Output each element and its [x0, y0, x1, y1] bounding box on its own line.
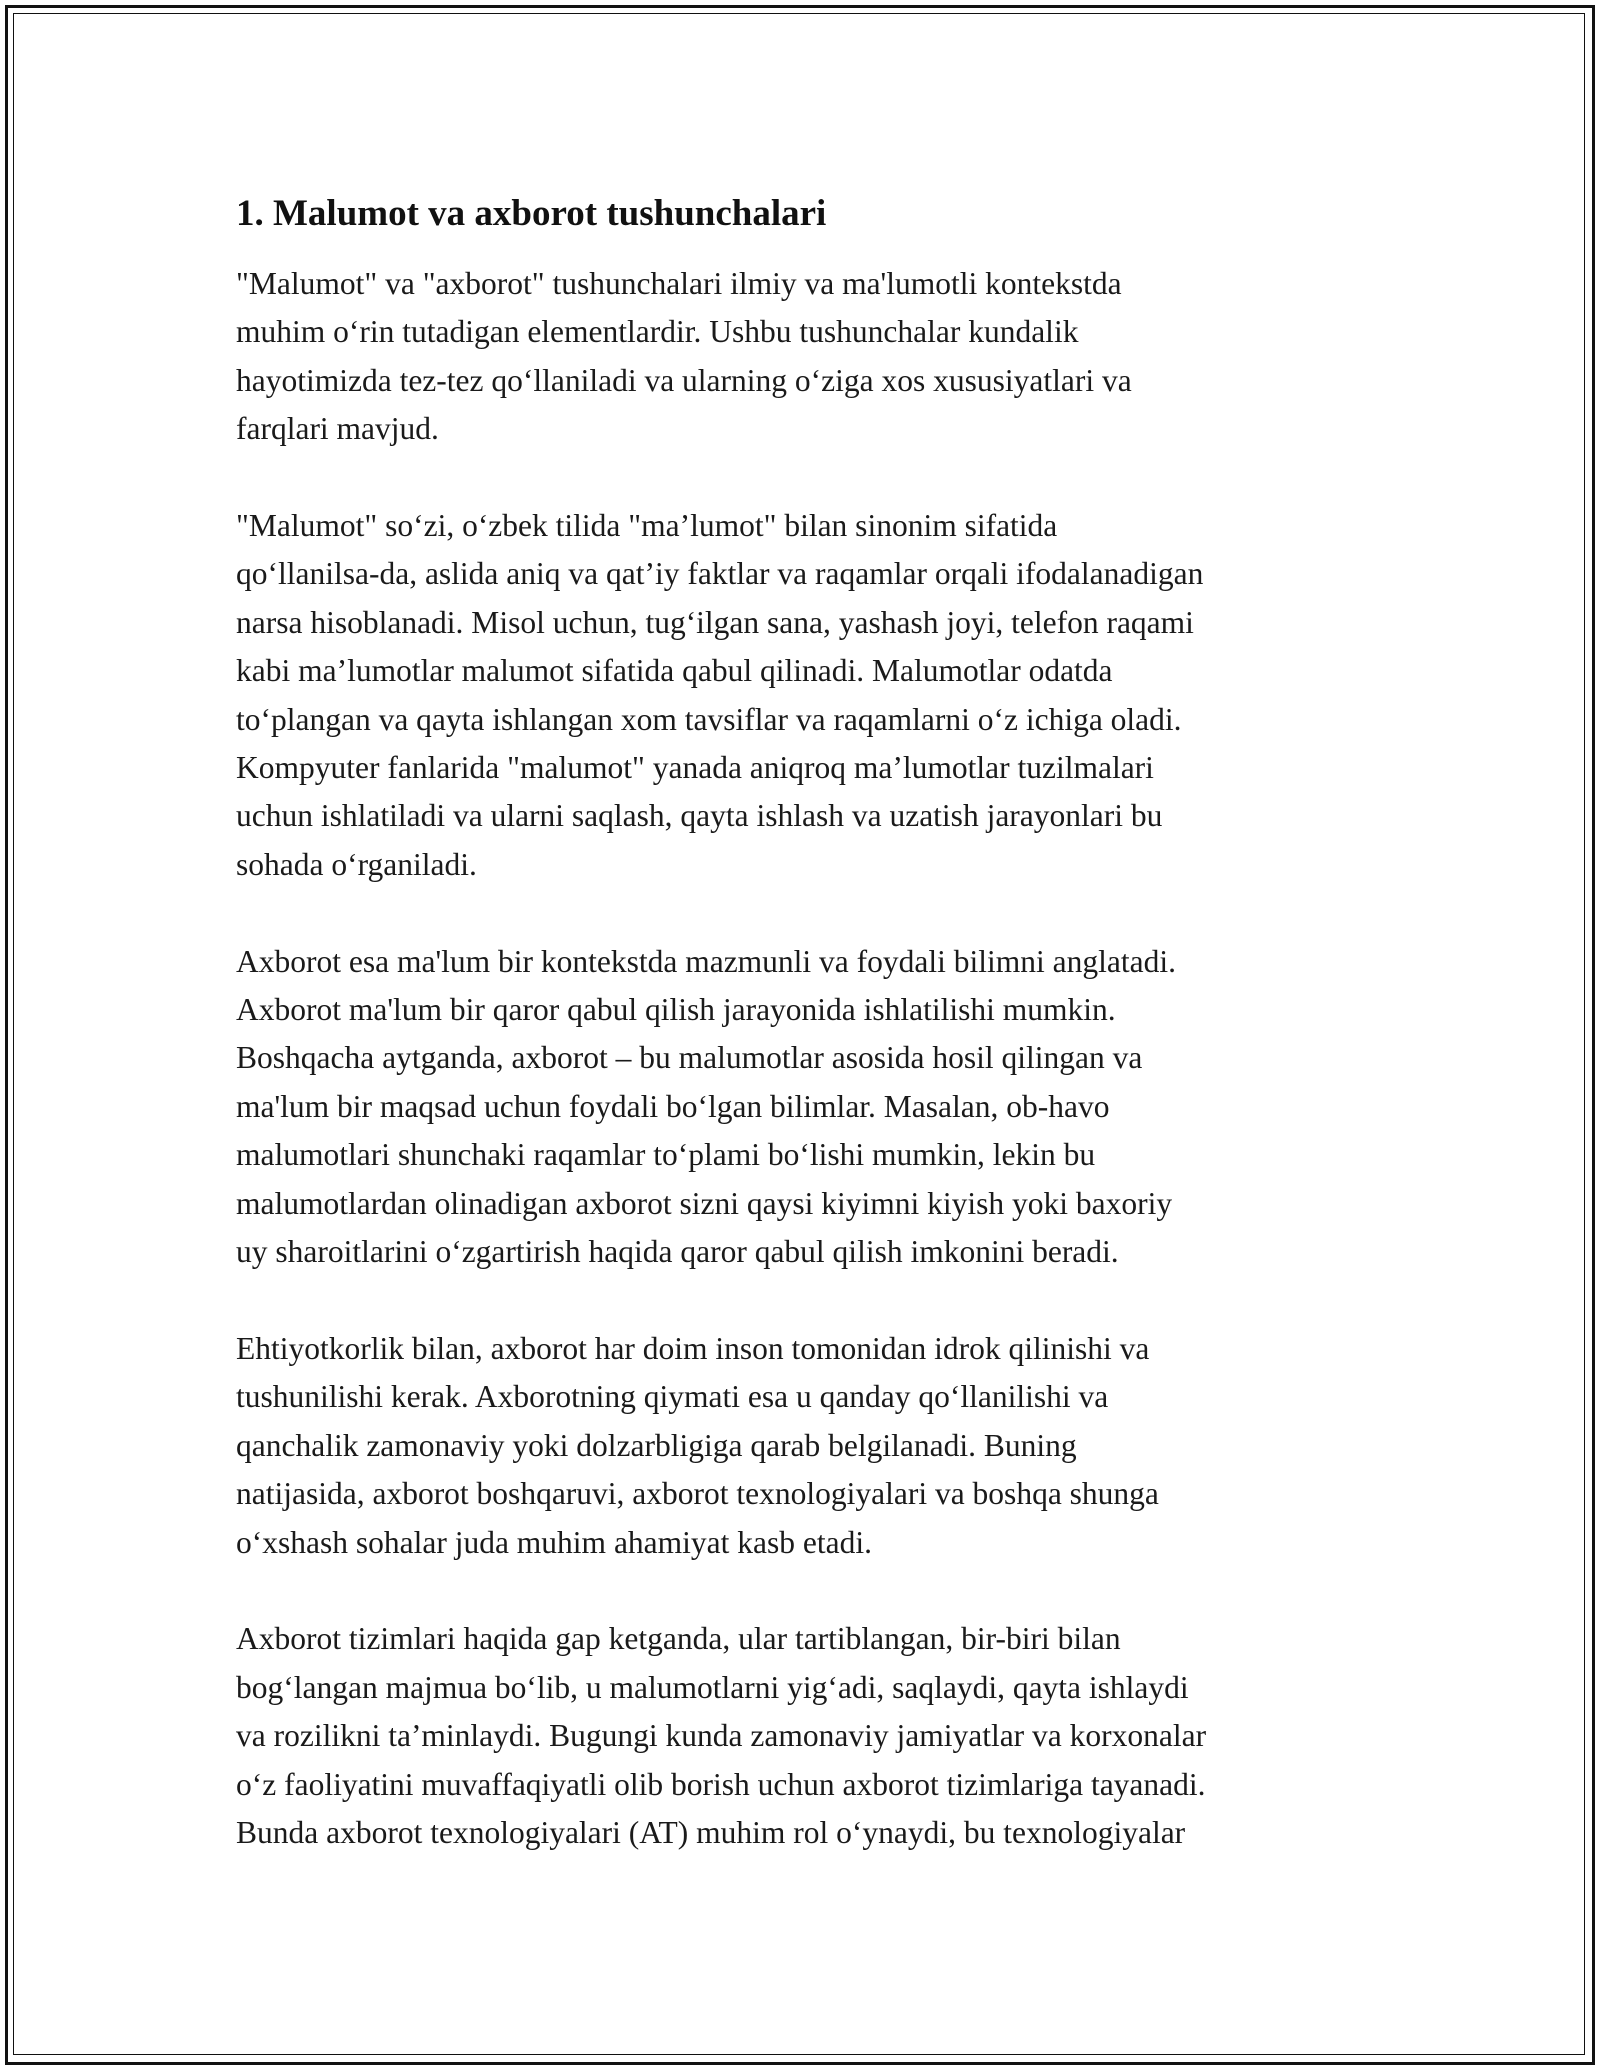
- paragraph-line: qanchalik zamonaviy yoki dolzarbligiga qarab belgilanadi. Buning: [236, 1427, 1077, 1463]
- section-heading: 1. Malumot va axborot tushunchalari: [236, 193, 827, 234]
- paragraph-5: [236, 1615, 1386, 1857]
- paragraph-line: Kompyuter fanlarida "malumot" yanada aniqroq ma’lumotlar tuzilmalari: [236, 750, 1154, 786]
- paragraph-line: Axborot ma'lum bir qaror qabul qilish jarayonida ishlatilishi mumkin.: [236, 992, 1116, 1028]
- paragraph-line: natijasida, axborot boshqaruvi, axborot texnologiyalari va boshqa shunga: [236, 1476, 1159, 1512]
- paragraph-line: kabi ma’lumotlar malumot sifatida qabul qilinadi. Malumotlar odatda: [236, 653, 1113, 689]
- paragraph-line: Bunda axborot texnologiyalari (AT) muhim rol oʻynaydi, bu texnologiyalar: [236, 1814, 1186, 1850]
- paragraph-line: "Malumot" va "axborot" tushunchalari ilmiy va ma'lumotli kontekstda: [236, 266, 1122, 301]
- paragraph-line: oʻxshash sohalar juda muhim ahamiyat kasb etadi.: [236, 1524, 872, 1560]
- paragraph-line: hayotimizda tez-tez qoʻllaniladi va ularning oʻziga xos xususiyatlari va: [236, 362, 1132, 398]
- paragraph-4: [236, 1325, 1386, 1567]
- paragraph-line: oʻz faoliyatini muvaffaqiyatli olib borish uchun axborot tizimlariga tayanadi.: [236, 1766, 1206, 1802]
- document-body: [236, 190, 1386, 1906]
- paragraph-line: Ehtiyotkorlik bilan, axborot har doim inson tomonidan idrok qilinishi va: [236, 1330, 1150, 1366]
- paragraph-line: Boshqacha aytganda, axborot – bu malumotlar asosida hosil qilingan va: [236, 1040, 1143, 1076]
- paragraph-line: toʻplangan va qayta ishlangan xom tavsiflar va raqamlarni oʻz ichiga oladi.: [236, 701, 1182, 737]
- paragraph-line: narsa hisoblanadi. Misol uchun, tugʻilgan sana, yashash joyi, telefon raqami: [236, 604, 1194, 640]
- paragraph-line: uchun ishlatiladi va ularni saqlash, qayta ishlash va uzatish jarayonlari bu: [236, 798, 1163, 834]
- paragraph-2: [236, 502, 1386, 889]
- paragraph-line: tushunilishi kerak. Axborotning qiymati esa u qanday qoʻllanilishi va: [236, 1379, 1109, 1415]
- paragraph-1: [236, 260, 1386, 454]
- paragraph-line: Axborot esa ma'lum bir kontekstda mazmunli va foydali bilimni anglatadi.: [236, 943, 1176, 979]
- paragraph-line: uy sharoitlarini oʻzgartirish haqida qaror qabul qilish imkonini beradi.: [236, 1234, 1119, 1270]
- paragraph-line: qoʻllanilsa-da, aslida aniq va qat’iy faktlar va raqamlar orqali ifodalanadigan: [236, 556, 1204, 592]
- paragraph-line: bogʻlangan majmua boʻlib, u malumotlarni yigʻadi, saqlaydi, qayta ishlaydi: [236, 1669, 1189, 1705]
- paragraph-line: farqlari mavjud.: [236, 411, 439, 447]
- paragraph-line: muhim oʻrin tutadigan elementlardir. Ushbu tushunchalar kundalik: [236, 314, 1079, 350]
- paragraph-line: sohada oʻrganiladi.: [236, 846, 477, 882]
- paragraph-3: [236, 938, 1386, 1277]
- paragraph-line: Axborot tizimlari haqida gap ketganda, ular tartiblangan, bir-biri bilan: [236, 1621, 1121, 1657]
- paragraph-line: "Malumot" soʻzi, oʻzbek tilida "ma’lumot" bilan sinonim sifatida: [236, 508, 1058, 544]
- paragraph-line: ma'lum bir maqsad uchun foydali boʻlgan bilimlar. Masalan, ob-havo: [236, 1088, 1110, 1124]
- paragraph-line: malumotlardan olinadigan axborot sizni qaysi kiyimni kiyish yoki baxoriy: [236, 1185, 1173, 1221]
- paragraph-line: va rozilikni ta’minlaydi. Bugungi kunda zamonaviy jamiyatlar va korxonalar: [236, 1718, 1207, 1754]
- paragraph-line: malumotlari shunchaki raqamlar toʻplami boʻlishi mumkin, lekin bu: [236, 1137, 1096, 1173]
